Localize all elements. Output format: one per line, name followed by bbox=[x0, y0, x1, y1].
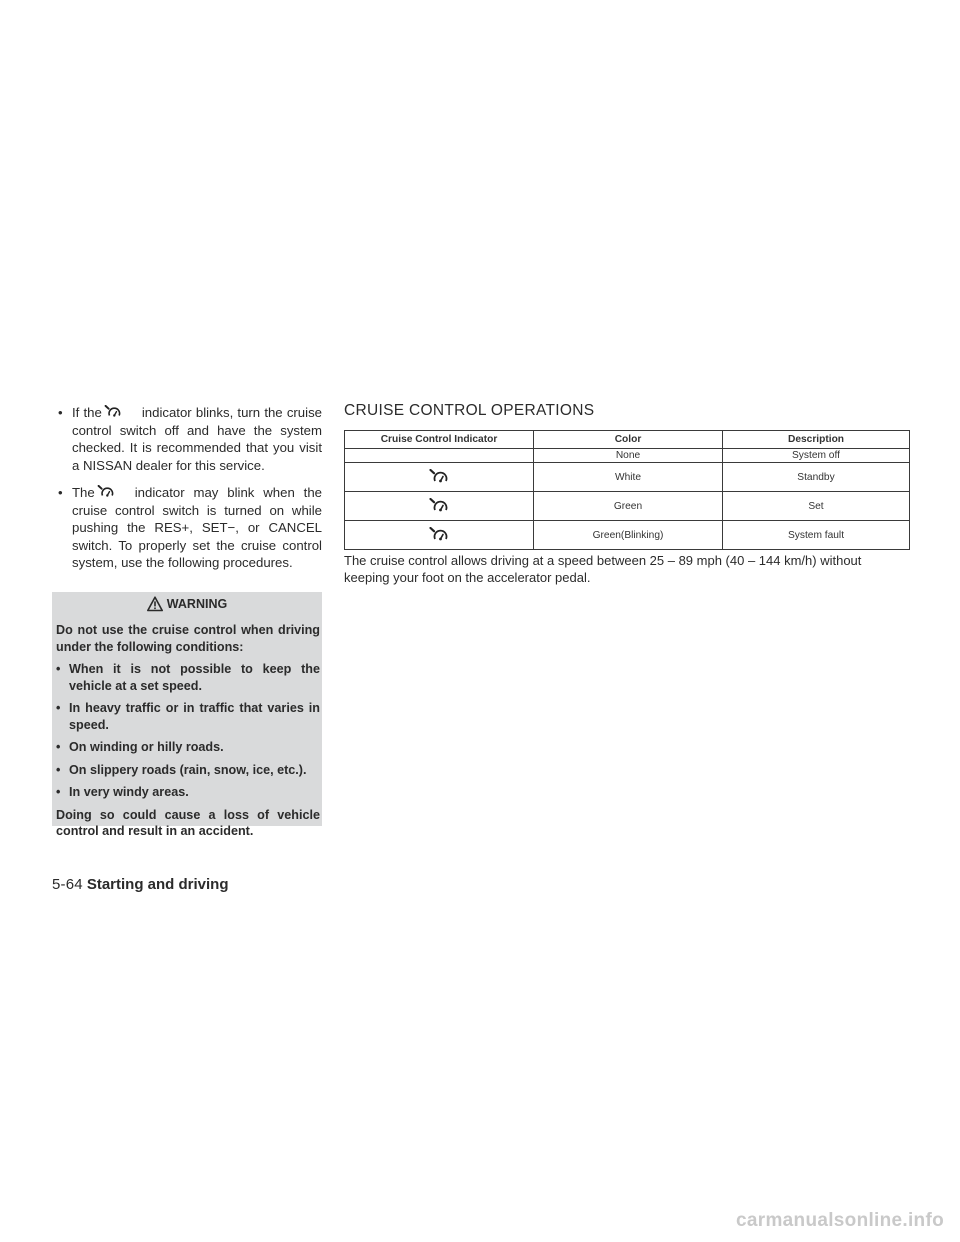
table-header: Description bbox=[723, 431, 910, 449]
color-cell: White bbox=[534, 463, 723, 492]
table-header: Color bbox=[534, 431, 723, 449]
color-cell: Green bbox=[534, 492, 723, 521]
warning-outro: Doing so could cause a loss of vehicle control and result in an accident. bbox=[56, 807, 320, 838]
warning-intro: Do not use the cruise control when driving under the following conditions: bbox=[56, 623, 320, 654]
list-item: • On winding or hilly roads. bbox=[56, 739, 320, 756]
list-item: • On slippery roads (rain, snow, ice, etc.). bbox=[56, 762, 320, 779]
color-cell: None bbox=[534, 449, 723, 463]
warning-body bbox=[52, 616, 322, 840]
section-title: CRUISE CONTROL OPERATIONS bbox=[344, 402, 595, 419]
list-item: • The indicator may blink when the cruise control switch is turned on while pushing the RES+, SET−, or CANCEL switch. To properly set the cruise control system, use the following procedures. bbox=[58, 485, 322, 570]
page-number: 5-64 bbox=[52, 876, 83, 893]
list-item: • In very windy areas. bbox=[56, 784, 320, 801]
description-cell: System off bbox=[723, 449, 910, 463]
list-item: • In heavy traffic or in traffic that varies in speed. bbox=[56, 700, 320, 733]
left-column bbox=[52, 404, 322, 582]
bullet-text-after: indicator blinks, turn the cruise control switch off and have the system checked. It is recommended that you visit a NISSAN dealer for this service. bbox=[72, 405, 322, 473]
warning-header bbox=[52, 592, 322, 616]
color-cell: Green(Blinking) bbox=[534, 521, 723, 550]
list-item: • When it is not possible to keep the vehicle at a set speed. bbox=[56, 661, 320, 694]
cruise-indicator-table bbox=[344, 430, 910, 550]
cruise-indicator-icon bbox=[429, 469, 449, 485]
description-cell: Set bbox=[723, 492, 910, 521]
table-row bbox=[345, 492, 910, 521]
table-header-row bbox=[345, 431, 910, 449]
bullet-text-after: indicator may blink when the cruise control switch is turned on while pushing the RES+, SET−, or CANCEL switch. To properly set the cruise control system, use the following procedures. bbox=[72, 485, 322, 570]
description-cell: Standby bbox=[723, 463, 910, 492]
cruise-indicator-icon bbox=[429, 527, 449, 543]
warning-triangle-icon bbox=[147, 596, 163, 612]
watermark: carmanualsonline.info bbox=[736, 1210, 944, 1231]
warning-box bbox=[52, 592, 322, 838]
bullet-text-before: The bbox=[72, 485, 95, 500]
warning-title: WARNING bbox=[166, 597, 228, 611]
table-row bbox=[345, 463, 910, 492]
cruise-indicator-icon bbox=[104, 405, 122, 419]
indicator-cell bbox=[345, 463, 534, 492]
cruise-indicator-icon bbox=[429, 498, 449, 514]
bullet-text-before: If the bbox=[72, 405, 102, 420]
table-row bbox=[345, 449, 910, 463]
indicator-cell bbox=[345, 521, 534, 550]
cruise-indicator-icon bbox=[97, 485, 115, 499]
chapter-title: Starting and driving bbox=[86, 876, 229, 893]
warning-list bbox=[56, 661, 320, 801]
page-footer bbox=[52, 876, 229, 893]
table-header: Cruise Control Indicator bbox=[345, 431, 534, 449]
description-cell: System fault bbox=[723, 521, 910, 550]
indicator-cell bbox=[345, 492, 534, 521]
table-row bbox=[345, 521, 910, 550]
list-item: • If the indicator blinks, turn the cruise control switch off and have the system checked. It is recommended that you visit a NISSAN dealer for this service. bbox=[58, 405, 322, 473]
indicator-cell bbox=[345, 449, 534, 463]
section-body-text: The cruise control allows driving at a speed between 25 – 89 mph (40 – 144 km/h) without keeping your foot on the accelerator pedal. bbox=[344, 553, 862, 585]
